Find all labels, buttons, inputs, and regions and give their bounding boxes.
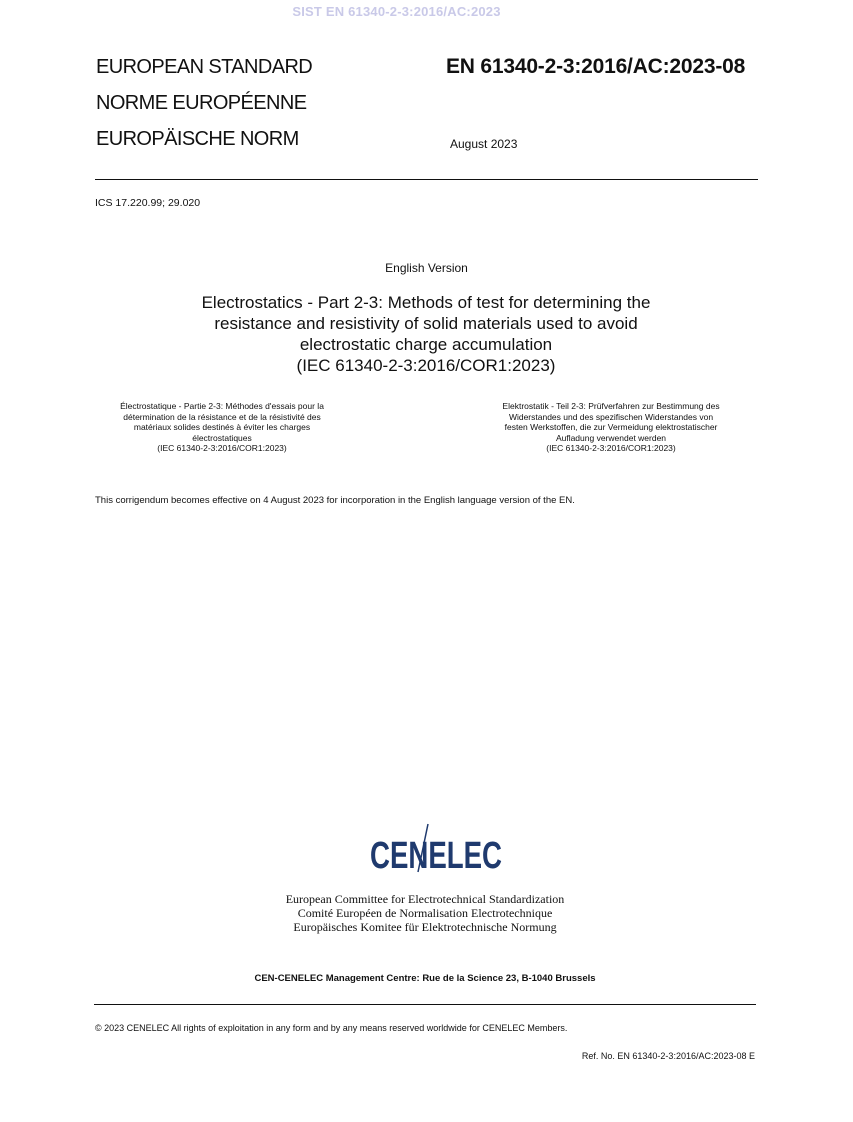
- committee-de: Europäisches Komitee für Elektrotechnische Normung: [293, 920, 557, 934]
- title-de-line: (IEC 61340-2-3:2016/COR1:2023): [546, 443, 676, 453]
- title-fr-line: électrostatiques: [192, 432, 252, 443]
- cenelec-logo-text: CENELEC: [370, 835, 502, 877]
- bottom-divider: [94, 1004, 756, 1005]
- title-de-line: festen Werkstoffen, die zur Vermeidung elektrostatischer: [504, 422, 718, 432]
- title-fr-line: Électrostatique - Partie 2-3: Méthodes d'essais pour la: [120, 401, 324, 411]
- standard-name-en: EUROPEAN STANDARD: [96, 56, 313, 78]
- standard-name-fr: NORME EUROPÉENNE: [96, 92, 307, 114]
- committee-en: European Committee for Electrotechnical Standardization: [285, 892, 565, 906]
- document-title: [96, 292, 756, 376]
- title-fr-line: (IEC 61340-2-3:2016/COR1:2023): [157, 443, 287, 453]
- title-line: Electrostatics - Part 2-3: Methods of test for determining the: [201, 293, 651, 312]
- title-de-line: Elektrostatik - Teil 2-3: Prüfverfahren zur Bestimmung des: [502, 401, 720, 411]
- copyright-notice: © 2023 CENELEC All rights of exploitation in any form and by any means reserved worldwide for CENELEC Members.: [95, 1023, 568, 1033]
- reference-number: Ref. No. EN 61340-2-3:2016/AC:2023-08 E: [581, 1051, 755, 1061]
- top-divider: [95, 179, 758, 180]
- corrigendum-note: This corrigendum becomes effective on 4 August 2023 for incorporation in the English language version of the EN.: [95, 495, 575, 506]
- publication-date: August 2023: [450, 137, 518, 151]
- title-line: resistance and resistivity of solid materials used to avoid: [214, 314, 638, 333]
- title-line: (IEC 61340-2-3:2016/COR1:2023): [296, 356, 556, 375]
- title-german: [466, 401, 756, 454]
- standard-reference: EN 61340-2-3:2016/AC:2023-08: [446, 55, 746, 78]
- watermark: SIST EN 61340-2-3:2016/AC:2023: [292, 4, 501, 19]
- title-de-line: Widerstandes und des spezifischen Widerstandes von: [508, 411, 714, 422]
- standard-name-de: EUROPÄISCHE NORM: [96, 128, 299, 150]
- title-de-line: Aufladung verwendet werden: [555, 432, 667, 443]
- committee-fr: Comité Européen de Normalisation Electrotechnique: [297, 906, 553, 920]
- title-fr-line: matériaux solides destinés à éviter les charges: [133, 422, 311, 432]
- title-french: [77, 401, 367, 454]
- version-label: English Version: [385, 261, 468, 275]
- title-line: electrostatic charge accumulation: [299, 335, 553, 354]
- management-centre: CEN-CENELEC Management Centre: Rue de la Science 23, B-1040 Brussels: [254, 973, 596, 984]
- ics-codes: ICS 17.220.99; 29.020: [95, 197, 201, 209]
- title-fr-line: détermination de la résistance et de la résistivité des: [123, 411, 321, 422]
- committee-names: [0, 892, 850, 934]
- cenelec-logo: [366, 822, 506, 877]
